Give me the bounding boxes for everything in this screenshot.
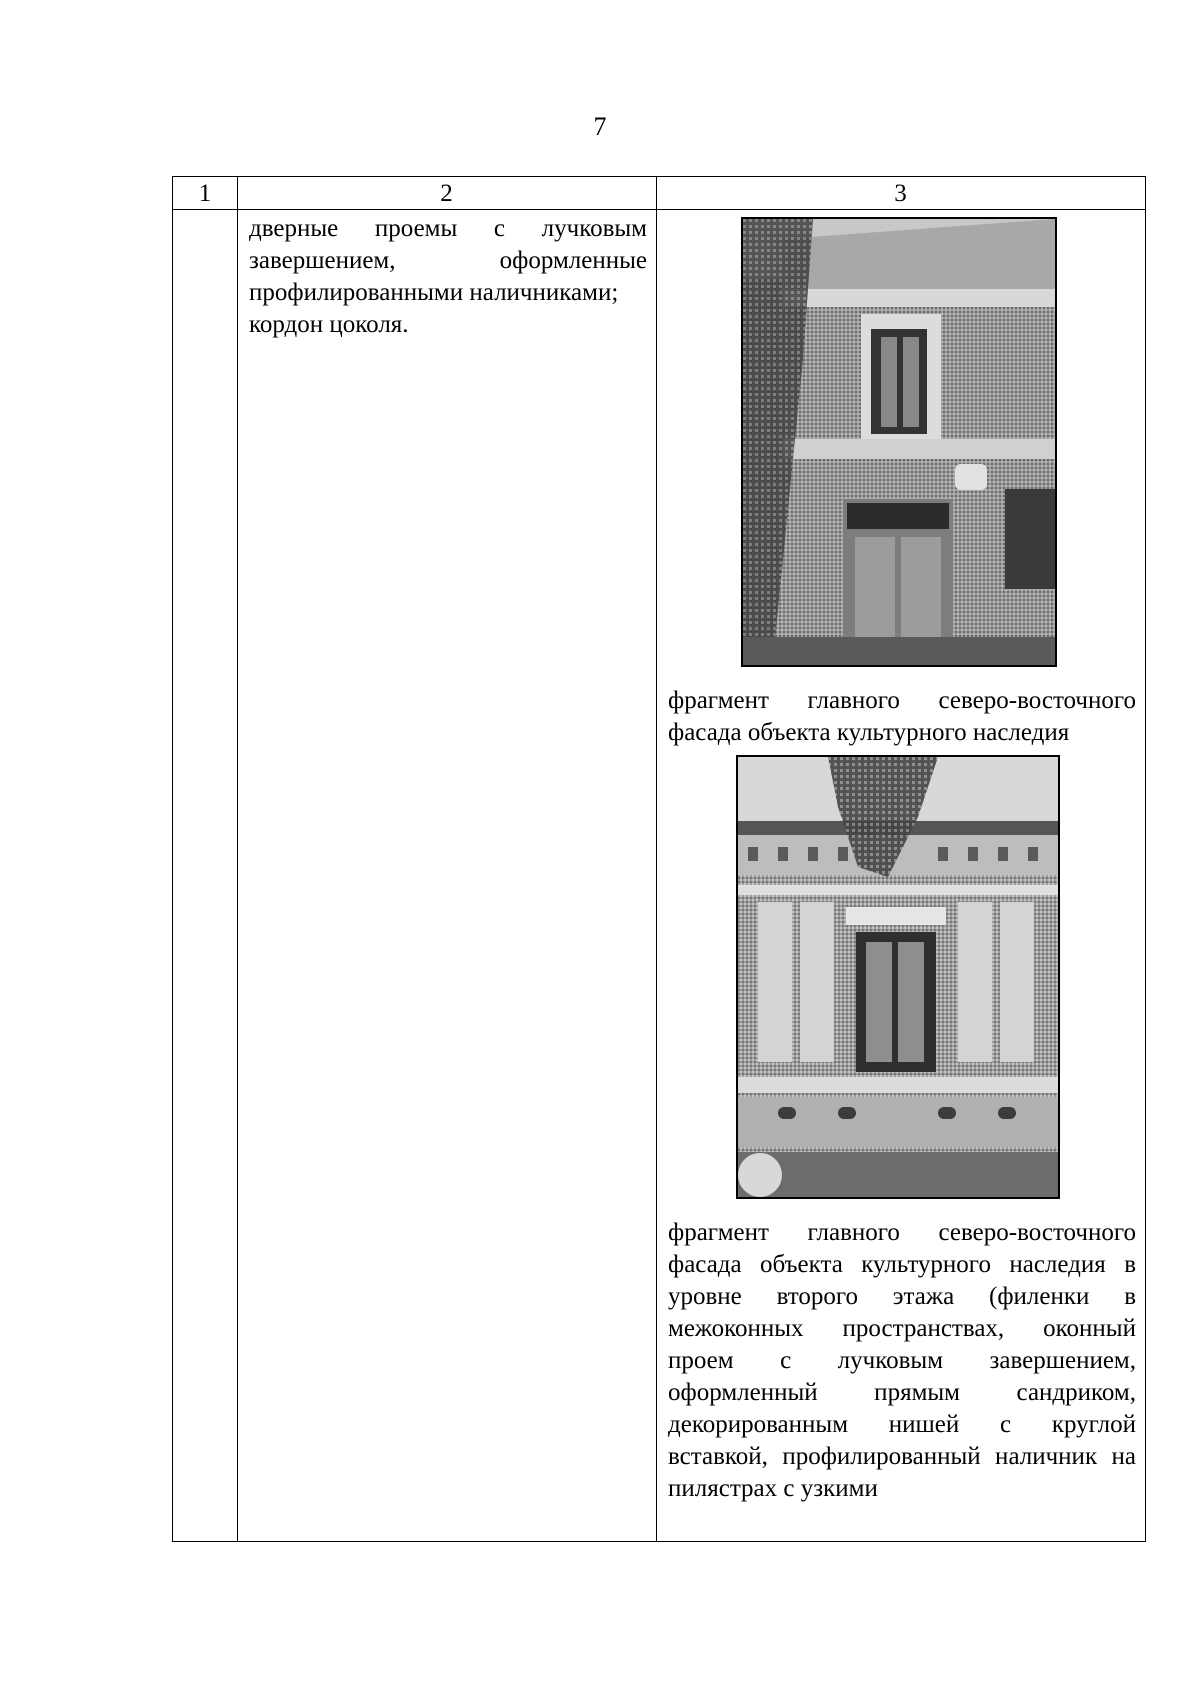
col2-paragraph: дверные проемы с лучковым завершением, оформленные профилированными наличниками;	[249, 215, 647, 306]
column-divider	[237, 177, 238, 1541]
header-col-2: 2	[440, 180, 453, 207]
header-col-1: 1	[198, 180, 212, 207]
facade-photo-1	[741, 217, 1057, 667]
description-table	[172, 176, 1146, 1542]
facade-photo-1-image	[743, 219, 1055, 665]
column-divider	[656, 177, 657, 1541]
header-col-3: 3	[894, 180, 907, 207]
facade-photo-2	[736, 755, 1060, 1199]
facade-photo-2-image	[738, 757, 1058, 1197]
col2-description	[249, 213, 647, 341]
page-number: 7	[593, 112, 607, 141]
header-divider	[173, 209, 1145, 210]
photo-1-caption: фрагмент главного северо-восточного фасада объекта культурного наследия	[668, 687, 1136, 746]
col2-paragraph: кордон цоколя.	[249, 311, 409, 338]
photo-2-caption: фрагмент главного северо-восточного фасада объекта культурного наследия в уровне второго этажа (филенки в межоконных пространствах, оконный проем с лучковым завершением, оформленный прямым сандриком, декорированным нишей с круглой вставкой, профилированный наличник на пилястрах с узкими	[668, 1219, 1136, 1502]
